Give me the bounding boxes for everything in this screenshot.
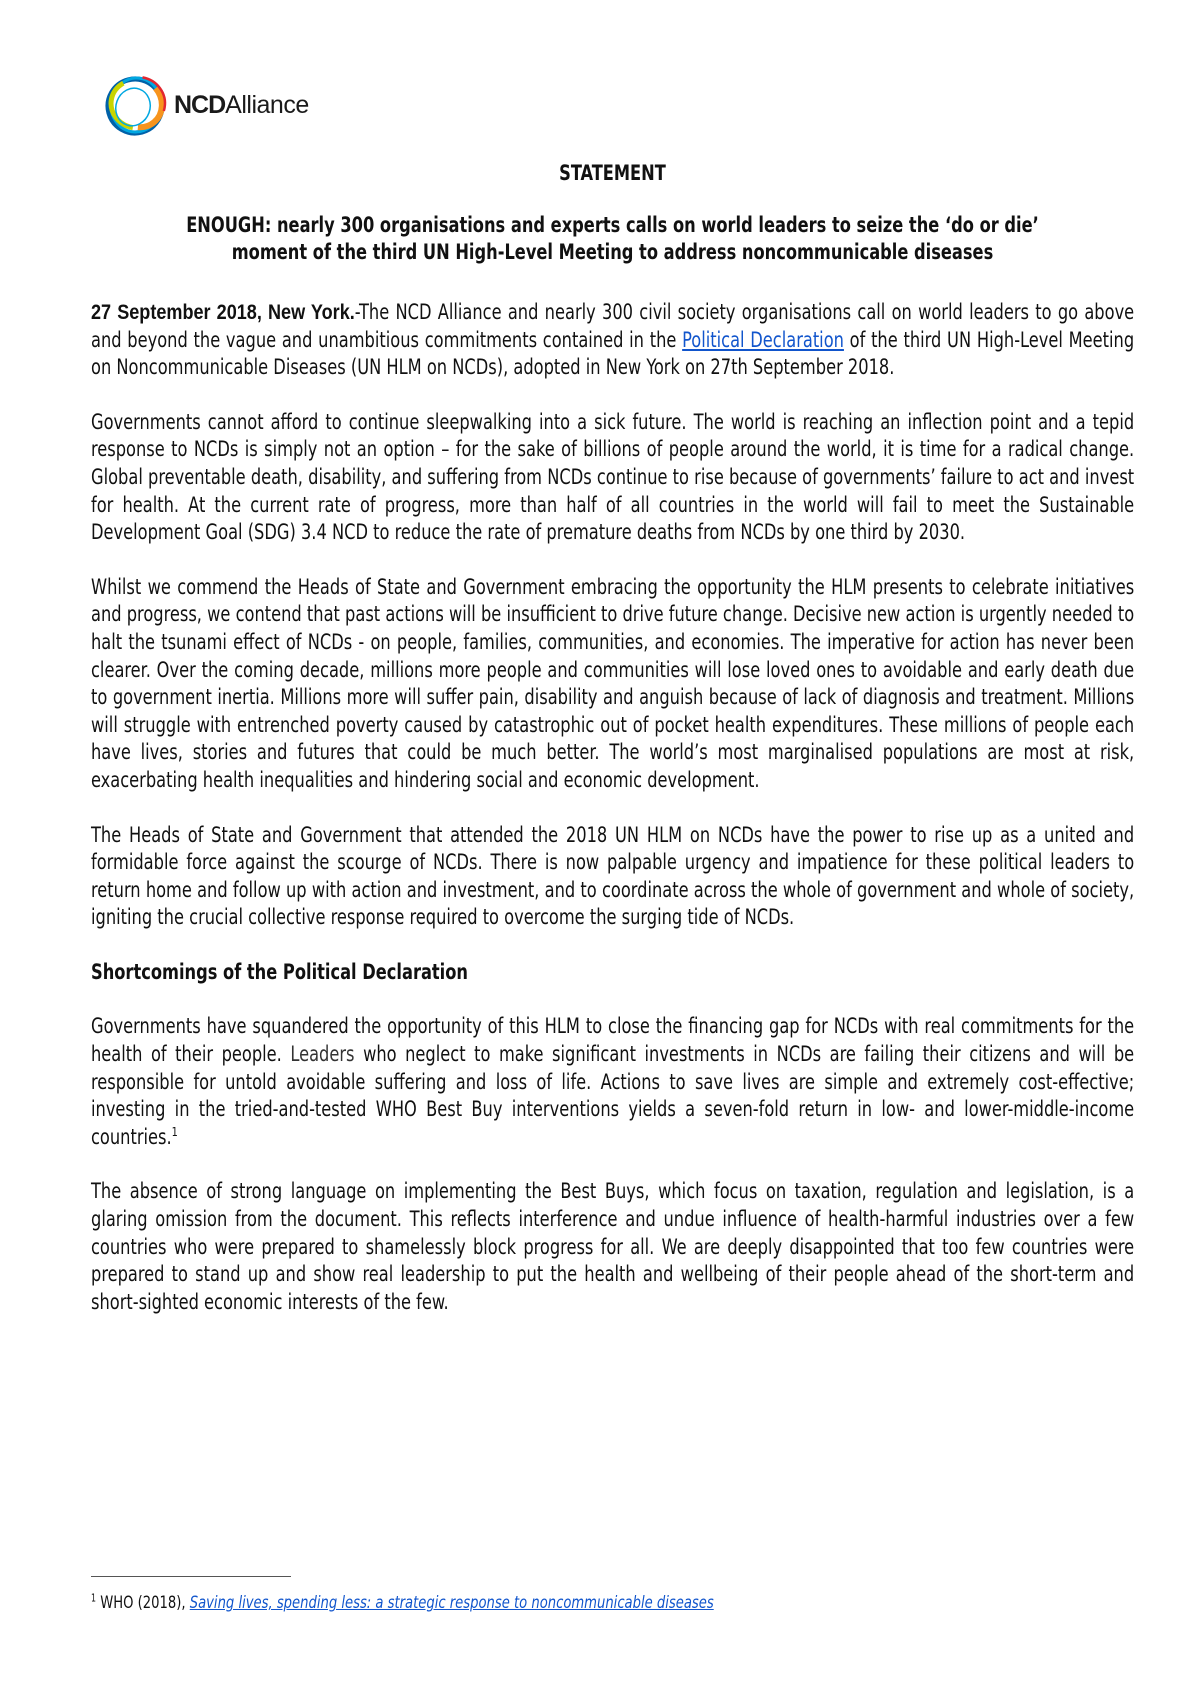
footnote-divider (91, 1576, 291, 1577)
statement-label: STATEMENT (559, 161, 666, 185)
footnote-ref[interactable]: 1 (171, 1123, 178, 1139)
paragraph-sleepwalking: Governments cannot afford to continue sleepwalking into a sick future. The world is reaching an inflection point and a tepid response to NCDs is simply not an option – for the sake of billions of people around the world, it is time for a radical change. Global preventable death, disability, and suffering from NCDs continue to rise because of governments’ failure to act and invest for health. At the current rate of progress, more than half of all countries in the world will fail to meet the Sustainable Development Goal (SDG) 3.4 NCD to reduce the rate of premature deaths from NCDs by one third by 2030. (91, 409, 1135, 545)
ncd-alliance-ring-icon (102, 72, 168, 138)
paragraph-heads-of-state: The Heads of State and Government that attended the 2018 UN HLM on NCDs have the power to rise up as a united and formidable force against the scourge of NCDs. There is now palpable urgency and impatience for these political leaders to return home and follow up with action and investment, and to coordinate across the whole of government and whole of society, igniting the crucial collective response required to overcome the surging tide of NCDs. (91, 822, 1135, 930)
political-declaration-link[interactable]: Political Declaration (682, 327, 844, 352)
paragraph-commend: Whilst we commend the Heads of State and Government embracing the opportunity the HLM presents to celebrate initiatives and progress, we contend that past actions will be insufficient to drive future change. Decisive new action is urgently needed to halt the tsunami effect of NCDs - on people, families, communities, and economies. The imperative for action has never been clearer. Over the coming decade, millions more people and communities will lose loved ones to avoidable and early death due to government inertia. Millions more will suffer pain, disability and anguish because of lack of diagnosis and treatment. Millions will struggle with entrenched poverty caused by catastrophic out of pocket health expenditures. These millions of people each have lives, stories and futures that could be much better. The world’s most marginalised populations are most at risk, exacerbating health inequalities and hindering social and economic development. (91, 574, 1135, 792)
logo-wordmark: NCDAlliance (174, 90, 309, 119)
footnote: $^1$ WHO (2018), Saving lives, spending less: a strategic response to noncommunicable diseases (91, 1593, 714, 1613)
ncd-alliance-logo (102, 73, 309, 137)
paragraph-best-buys: The absence of strong language on implementing the Best Buys, which focus on taxation, regulation and legislation, is a glaring omission from the document. This reflects interference and undue influence of health-harmful industries over a few countries who were prepared to shamelessly block progress for all. We are deeply disappointed that too few countries were prepared to stand up and show real leadership to put the health and wellbeing of their people ahead of the short-term and short-sighted economic interests of the few. (91, 1179, 1135, 1314)
footnote-number: 1 (91, 1593, 97, 1605)
leaders-text: Leaders (290, 1042, 355, 1067)
document-title: ENOUGH: nearly 300 organisations and experts calls on world leaders to seize the ‘do or die’ moment of the third UN High-Level Meeting to address noncommunicable diseases (186, 213, 1039, 264)
paragraph-intro: 27 September 2018, New York.-The NCD Alliance and nearly 300 civil society organisations call on world leaders to go above and beyond the vague and unambitious commitments contained in the Political Declaration of the third UN High-Level Meeting on Noncommunicable Diseases (UN HLM on NCDs), adopted in New York on 27th September 2018. (91, 300, 1135, 380)
dateline: 27 September 2018, New York. (91, 301, 355, 324)
who-report-link[interactable]: Saving lives, spending less: a strategic response to noncommunicable diseases (189, 1593, 714, 1613)
paragraph-squandered: Governments have squandered the opportunity of this HLM to close the financing gap for NCDs with real commitments for the health of their people. Leaders who neglect to make significant investments in NCDs are failing their citizens and will be responsible for untold avoidable suffering and loss of life. Actions to save lives are simple and extremely cost-effective; investing in the tried-and-tested WHO Best Buy interventions yields a seven-fold return in low- and lower-middle-income countries.$^1$ (91, 1014, 1135, 1149)
document-body (91, 158, 1134, 1316)
section-heading-shortcomings: Shortcomings of the Political Declaration (91, 959, 468, 984)
